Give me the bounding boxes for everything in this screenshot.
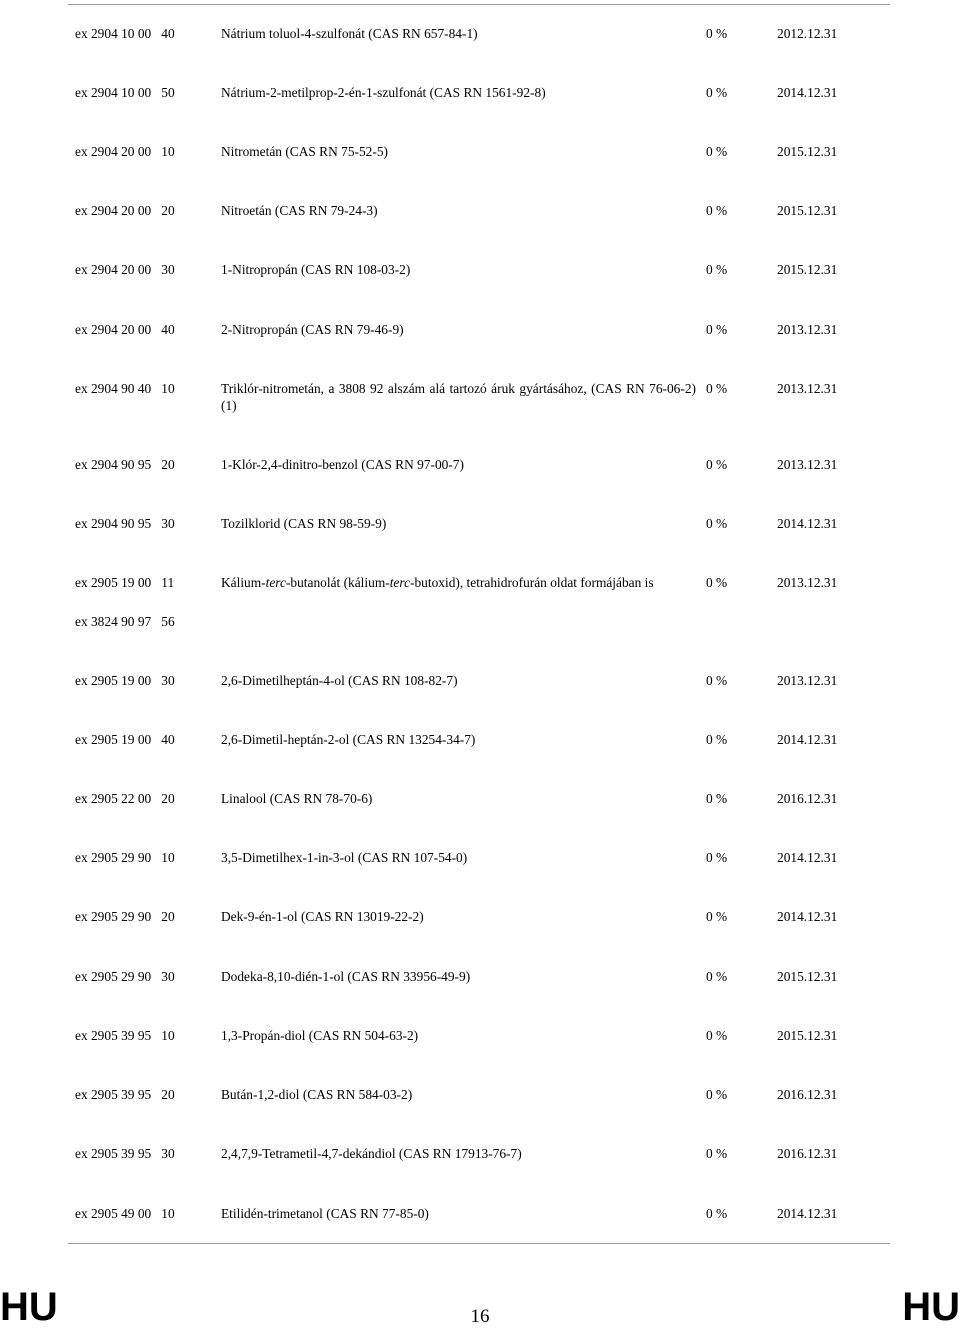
- cn-code: ex 2905 29 90 10: [75, 850, 175, 865]
- cn-code: ex 2905 39 95 30: [75, 1146, 175, 1161]
- cn-code: ex 2904 10 00 50: [75, 85, 175, 100]
- review-date: 2013.12.31: [777, 575, 838, 590]
- cn-code: ex 2905 19 00 30: [75, 673, 175, 688]
- duty-rate: 0 %: [706, 26, 728, 41]
- cn-code: ex 2905 39 95 10: [75, 1028, 175, 1043]
- bottom-rule: [68, 1243, 890, 1244]
- review-date: 2015.12.31: [777, 1028, 838, 1043]
- duty-rate: 0 %: [706, 850, 728, 865]
- top-rule: [68, 4, 890, 5]
- language-code-left: HU: [0, 1285, 58, 1329]
- description: Kálium-terc-butanolát (kálium-terc-butoxid), tetrahidrofurán oldat formájában is: [221, 575, 654, 590]
- duty-rate: 0 %: [706, 1028, 728, 1043]
- description: Dodeka-8,10-dién-1-ol (CAS RN 33956-49-9): [221, 969, 471, 984]
- review-date: 2015.12.31: [777, 969, 838, 984]
- cn-code: ex 2905 19 00 40: [75, 732, 175, 747]
- review-date: 2013.12.31: [777, 322, 838, 337]
- duty-rate: 0 %: [706, 909, 728, 924]
- duty-rate: 0 %: [706, 1146, 728, 1161]
- cn-code: ex 2904 20 00 40: [75, 322, 175, 337]
- cn-code: ex 2905 29 90 30: [75, 969, 175, 984]
- page-number: 16: [470, 1306, 490, 1327]
- description: Etilidén-trimetanol (CAS RN 77-85-0): [221, 1206, 429, 1221]
- cn-code: ex 2905 49 00 10: [75, 1206, 175, 1221]
- review-date: 2016.12.31: [777, 1146, 838, 1161]
- description: 1-Klór-2,4-dinitro-benzol (CAS RN 97-00-7): [221, 457, 464, 472]
- description: 3,5-Dimetilhex-1-in-3-ol (CAS RN 107-54-0): [221, 850, 468, 865]
- description: Nitroetán (CAS RN 79-24-3): [221, 203, 378, 218]
- duty-rate: 0 %: [706, 969, 728, 984]
- review-date: 2015.12.31: [777, 262, 838, 277]
- duty-rate: 0 %: [706, 85, 728, 100]
- language-code-right: HU: [902, 1285, 960, 1329]
- review-date: 2013.12.31: [777, 457, 838, 472]
- cn-code: ex 2905 19 00 11: [75, 575, 175, 590]
- review-date: 2014.12.31: [777, 850, 838, 865]
- duty-rate: 0 %: [706, 1087, 728, 1102]
- description: Linalool (CAS RN 78-70-6): [221, 791, 373, 806]
- cn-code: ex 2904 10 00 40: [75, 26, 175, 41]
- cn-code: ex 2905 22 00 20: [75, 791, 175, 806]
- review-date: 2012.12.31: [777, 26, 838, 41]
- duty-rate: 0 %: [706, 516, 728, 531]
- review-date: 2013.12.31: [777, 673, 838, 688]
- duty-rate: 0 %: [706, 1206, 728, 1221]
- description: Nátrium-2-metilprop-2-én-1-szulfonát (CAS RN 1561-92-8): [221, 85, 546, 100]
- review-date: 2016.12.31: [777, 1087, 838, 1102]
- cn-code: ex 2904 20 00 20: [75, 203, 175, 218]
- description: 1,3-Propán-diol (CAS RN 504-63-2): [221, 1028, 419, 1043]
- duty-rate: 0 %: [706, 262, 728, 277]
- description: 2,4,7,9-Tetrametil-4,7-dekándiol (CAS RN 17913-76-7): [221, 1146, 522, 1161]
- review-date: 2014.12.31: [777, 909, 838, 924]
- duty-rate: 0 %: [706, 791, 728, 806]
- cn-code: ex 2905 29 90 20: [75, 909, 175, 924]
- duty-rate: 0 %: [706, 203, 728, 218]
- description: Nitrometán (CAS RN 75-52-5): [221, 144, 388, 159]
- description: 1-Nitropropán (CAS RN 108-03-2): [221, 262, 411, 277]
- review-date: 2016.12.31: [777, 791, 838, 806]
- duty-rate: 0 %: [706, 732, 728, 747]
- duty-rate: 0 %: [706, 322, 728, 337]
- review-date: 2014.12.31: [777, 732, 838, 747]
- cn-code: ex 2904 90 95 30: [75, 516, 175, 531]
- cn-code: ex 2904 90 40 10: [75, 381, 175, 396]
- description: 2,6-Dimetilheptán-4-ol (CAS RN 108-82-7): [221, 673, 458, 688]
- cn-code: ex 2905 39 95 20: [75, 1087, 175, 1102]
- description: 2-Nitropropán (CAS RN 79-46-9): [221, 322, 404, 337]
- duty-rate: 0 %: [706, 381, 728, 396]
- description: 2,6-Dimetil-heptán-2-ol (CAS RN 13254-34-7): [221, 732, 476, 747]
- description: Tozilklorid (CAS RN 98-59-9): [221, 516, 387, 531]
- review-date: 2013.12.31: [777, 381, 838, 396]
- cn-code: ex 2904 90 95 20: [75, 457, 175, 472]
- review-date: 2015.12.31: [777, 203, 838, 218]
- description: Nátrium toluol-4-szulfonát (CAS RN 657-84-1): [221, 26, 478, 41]
- review-date: 2015.12.31: [777, 144, 838, 159]
- cn-code-secondary: ex 3824 90 97 56: [75, 614, 175, 629]
- description: Triklór-nitrometán, a 3808 92 alszám alá tartozó áruk gyártásához, (CAS RN 76-06-2)(1): [221, 381, 696, 413]
- review-date: 2014.12.31: [777, 1206, 838, 1221]
- review-date: 2014.12.31: [777, 85, 838, 100]
- cn-code: ex 2904 20 00 10: [75, 144, 175, 159]
- cn-code: ex 2904 20 00 30: [75, 262, 175, 277]
- duty-rate: 0 %: [706, 457, 728, 472]
- duty-rate: 0 %: [706, 144, 728, 159]
- duty-rate: 0 %: [706, 673, 728, 688]
- description: Dek-9-én-1-ol (CAS RN 13019-22-2): [221, 909, 424, 924]
- review-date: 2014.12.31: [777, 516, 838, 531]
- description: Bután-1,2-diol (CAS RN 584-03-2): [221, 1087, 413, 1102]
- duty-rate: 0 %: [706, 575, 728, 590]
